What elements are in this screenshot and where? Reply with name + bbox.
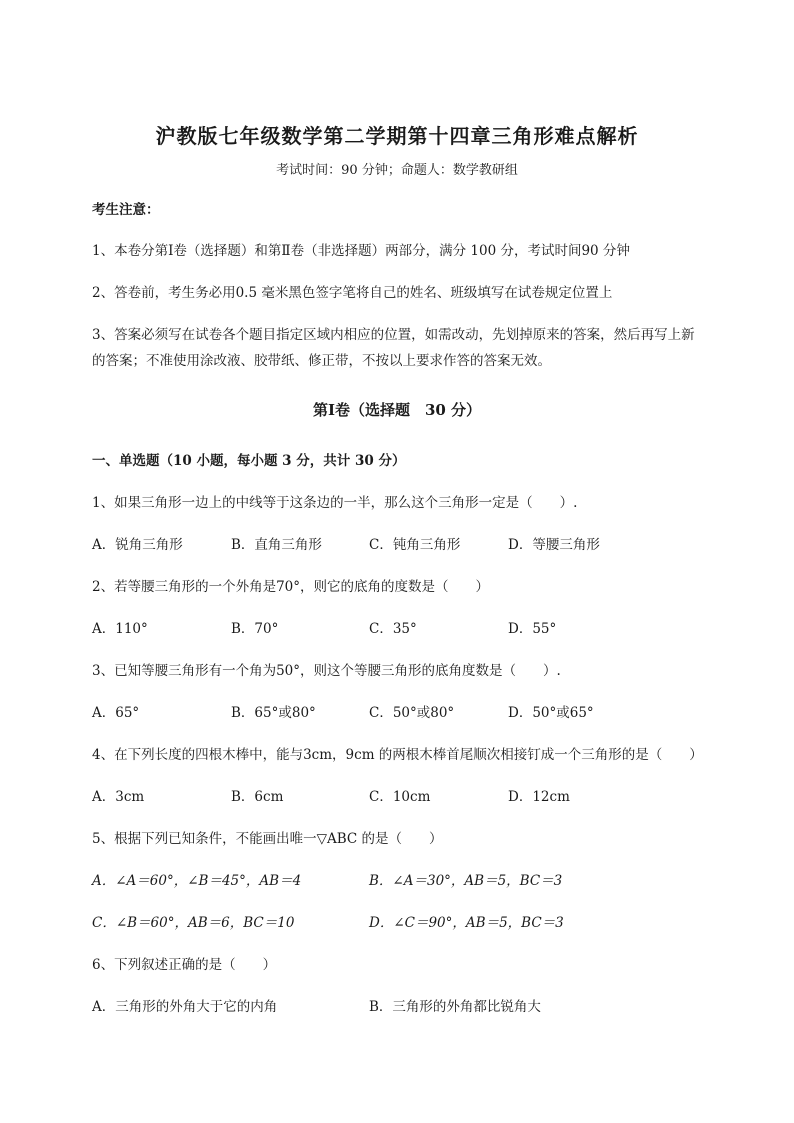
option-a: A．锐角三角形 bbox=[92, 537, 183, 553]
notice-item: 的答案；不准使用涂改液、胶带纸、修正带，不按以上要求作答的答案无效。 bbox=[92, 353, 551, 369]
option-b: B．6cm bbox=[231, 789, 284, 805]
notice-heading: 考生注意： bbox=[92, 202, 160, 218]
option-c: C．35° bbox=[369, 621, 417, 637]
question-stem: 3、已知等腰三角形有一个角为50°，则这个等腰三角形的底角度数是（ ）. bbox=[92, 663, 561, 679]
page-subtitle: 考试时间：90 分钟；命题人：数学教研组 bbox=[276, 163, 518, 178]
option-c: C．钝角三角形 bbox=[369, 537, 461, 553]
option-c: C．50°或80° bbox=[369, 705, 455, 721]
option-b: B．65°或80° bbox=[231, 705, 316, 721]
option-c: C．10cm bbox=[369, 789, 431, 805]
part-heading: 一、单选题（10 小题，每小题 3 分，共计 30 分） bbox=[92, 453, 406, 469]
option-b: B．三角形的外角都比锐角大 bbox=[369, 999, 541, 1015]
option-a: A．三角形的外角大于它的内角 bbox=[92, 999, 278, 1015]
question-stem: 4、在下列长度的四根木棒中，能与3cm，9cm 的两根木棒首尾顺次相接钉成一个三角形的是（ ） bbox=[92, 747, 703, 763]
option-a: A．∠A＝60°，∠B＝45°，AB＝4 bbox=[92, 873, 302, 889]
section-title: 第Ⅰ卷（选择题 30 分） bbox=[312, 401, 482, 419]
option-a: A．3cm bbox=[92, 789, 145, 805]
question-stem: 6、下列叙述正确的是（ ） bbox=[92, 957, 277, 973]
option-d: D．55° bbox=[508, 621, 557, 637]
option-a: A．65° bbox=[92, 705, 140, 721]
option-d: D．12cm bbox=[508, 789, 570, 805]
question-stem: 1、如果三角形一边上的中线等于这条边的一半，那么这个三角形一定是（ ）. bbox=[92, 495, 578, 511]
option-c: C．∠B＝60°，AB＝6，BC＝10 bbox=[92, 915, 295, 931]
option-d: D．50°或65° bbox=[508, 705, 594, 721]
notice-item: 3、答案必须写在试卷各个题目指定区域内相应的位置，如需改动，先划掉原来的答案，然后再写上新 bbox=[92, 327, 695, 343]
notice-item: 2、答卷前，考生务必用0.5 毫米黑色签字笔将自己的姓名、班级填写在试卷规定位置上 bbox=[92, 285, 613, 301]
notice-item: 1、本卷分第Ⅰ卷（选择题）和第Ⅱ卷（非选择题）两部分，满分 100 分，考试时间90 分钟 bbox=[92, 243, 630, 259]
option-a: A．110° bbox=[92, 621, 148, 637]
option-d: D．等腰三角形 bbox=[508, 537, 600, 553]
question-stem: 5、根据下列已知条件，不能画出唯一▽ABC 的是（ ） bbox=[92, 831, 443, 847]
page-title: 沪教版七年级数学第二学期第十四章三角形难点解析 bbox=[155, 124, 639, 148]
option-b: B．直角三角形 bbox=[231, 537, 322, 553]
option-b: B．∠A＝30°，AB＝5，BC＝3 bbox=[369, 873, 563, 889]
question-stem: 2、若等腰三角形的一个外角是70°，则它的底角的度数是（ ） bbox=[92, 579, 490, 595]
option-b: B．70° bbox=[231, 621, 279, 637]
option-d: D．∠C＝90°，AB＝5，BC＝3 bbox=[369, 915, 564, 931]
